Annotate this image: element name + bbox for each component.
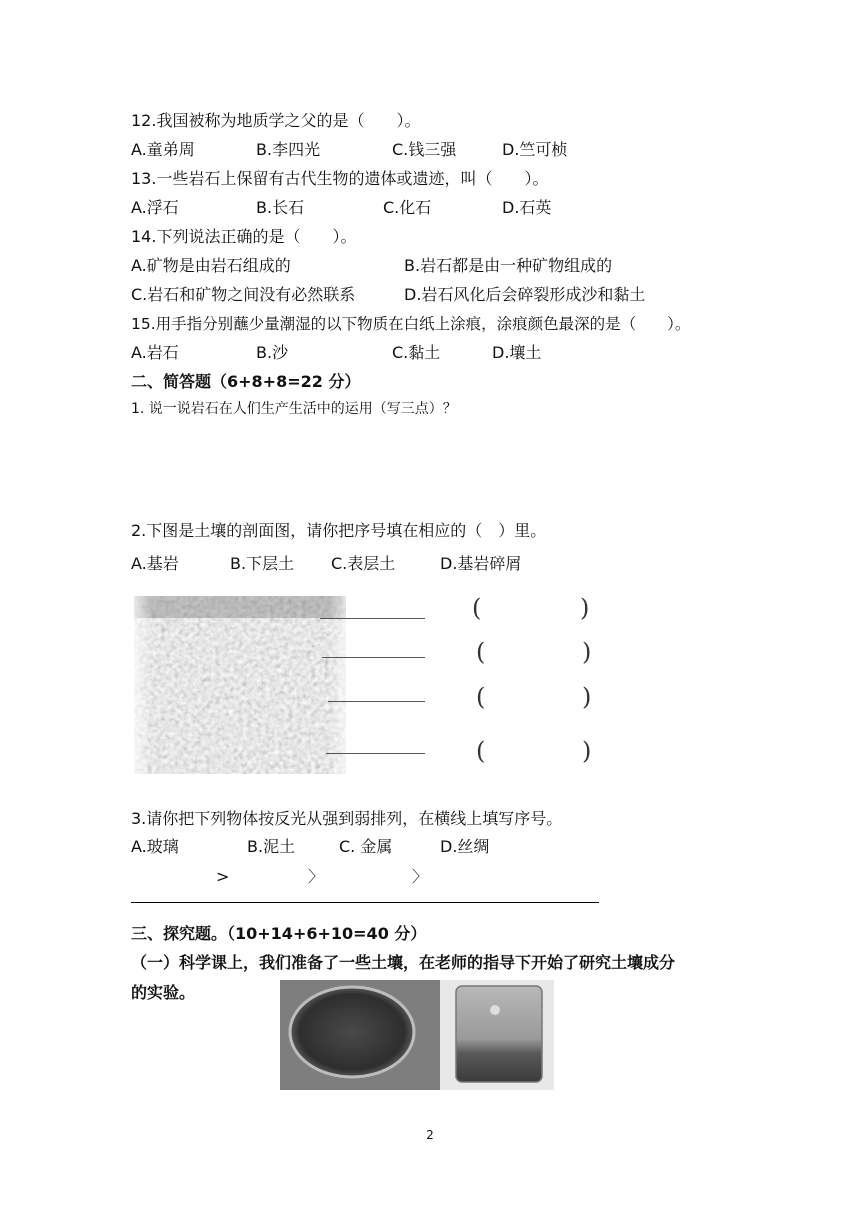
section2-q2-option-c: C.表层土 — [331, 554, 396, 573]
q15-stem: 15.用手指分别蘸少量潮湿的以下物质在白纸上涂痕，涂痕颜色最深的是（ ）。 — [131, 315, 691, 333]
section2-q2-option-d: D.基岩碎屑 — [440, 554, 522, 573]
section2-q3-option-b: B.泥土 — [247, 837, 296, 856]
section2-q2-stem: 2.下图是土壤的剖面图，请你把序号填在相应的（ ）里。 — [131, 521, 547, 540]
q12-option-a: A.童弟周 — [131, 140, 195, 159]
section2-q3-option-a: A.玻璃 — [131, 837, 179, 856]
section2-q3-option-d: D.丝绸 — [440, 837, 490, 856]
q14-option-b: B.岩石都是由一种矿物组成的 — [404, 256, 613, 275]
q12-stem: 12.我国被称为地质学之父的是（ ）。 — [131, 111, 421, 130]
section3-title: 三、探究题。（10+14+6+10=40 分） — [131, 924, 427, 943]
q14-option-d: D.岩石风化后会碎裂形成沙和黏土 — [404, 285, 646, 304]
section2-q1: 1. 说一说岩石在人们生产生活中的运用（写三点）？ — [131, 401, 457, 417]
soil-profile-image — [134, 596, 346, 774]
order-separator-1: > — [216, 867, 230, 886]
section2-q2-option-b: B.下层土 — [230, 554, 295, 573]
answer-blank-1-open: ( — [472, 594, 482, 622]
q12-option-c: C.钱三强 — [392, 140, 457, 159]
leader-line-4 — [326, 753, 425, 754]
answer-blank-2-open: ( — [476, 638, 486, 666]
order-separator-3: 〉 — [412, 867, 429, 886]
page-number: 2 — [426, 1128, 434, 1142]
answer-blank-4-close: ) — [582, 737, 592, 765]
q15-option-a: A.岩石 — [131, 343, 179, 362]
q13-option-b: B.长石 — [256, 198, 305, 217]
soil-experiment-photo — [280, 980, 554, 1090]
q15-option-d: D.壤土 — [492, 343, 542, 362]
answer-blank-4-open: ( — [476, 737, 486, 765]
q13-option-d: D.石英 — [502, 198, 552, 217]
q12-option-d: D.竺可桢 — [502, 140, 568, 159]
leader-line-1 — [320, 618, 425, 619]
q15-option-c: C.黏土 — [392, 343, 441, 362]
answer-blank-3-close: ) — [582, 683, 592, 711]
answer-blank-2-close: ) — [582, 638, 592, 666]
leader-line-3 — [328, 701, 425, 702]
order-separator-2: 〉 — [308, 867, 325, 886]
q13-option-a: A.浮石 — [131, 198, 179, 217]
q14-option-c: C.岩石和矿物之间没有必然联系 — [131, 285, 356, 304]
answer-blank-3-open: ( — [476, 683, 486, 711]
q14-option-a: A.矿物是由岩石组成的 — [131, 256, 291, 275]
answer-blank-1-close: ) — [580, 594, 590, 622]
q13-option-c: C.化石 — [383, 198, 432, 217]
section2-title: 二、简答题（6+8+8=22 分） — [131, 372, 361, 391]
section2-q2-option-a: A.基岩 — [131, 554, 179, 573]
answer-underline — [131, 902, 599, 903]
q15-option-b: B.沙 — [256, 343, 289, 362]
section3-part1-line1: （一）科学课上，我们准备了一些土壤，在老师的指导下开始了研究土壤成分 — [131, 953, 676, 972]
q14-stem: 14.下列说法正确的是（ ）。 — [131, 227, 357, 246]
q13-stem: 13.一些岩石上保留有古代生物的遗体或遗迹，叫（ ）。 — [131, 169, 549, 188]
leader-line-2 — [322, 657, 425, 658]
section3-part1-line2: 的实验。 — [131, 983, 196, 1002]
q12-option-b: B.李四光 — [256, 140, 321, 159]
section2-q3-stem: 3.请你把下列物体按反光从强到弱排列，在横线上填写序号。 — [131, 809, 563, 828]
section2-q3-option-c: C. 金属 — [339, 837, 393, 856]
